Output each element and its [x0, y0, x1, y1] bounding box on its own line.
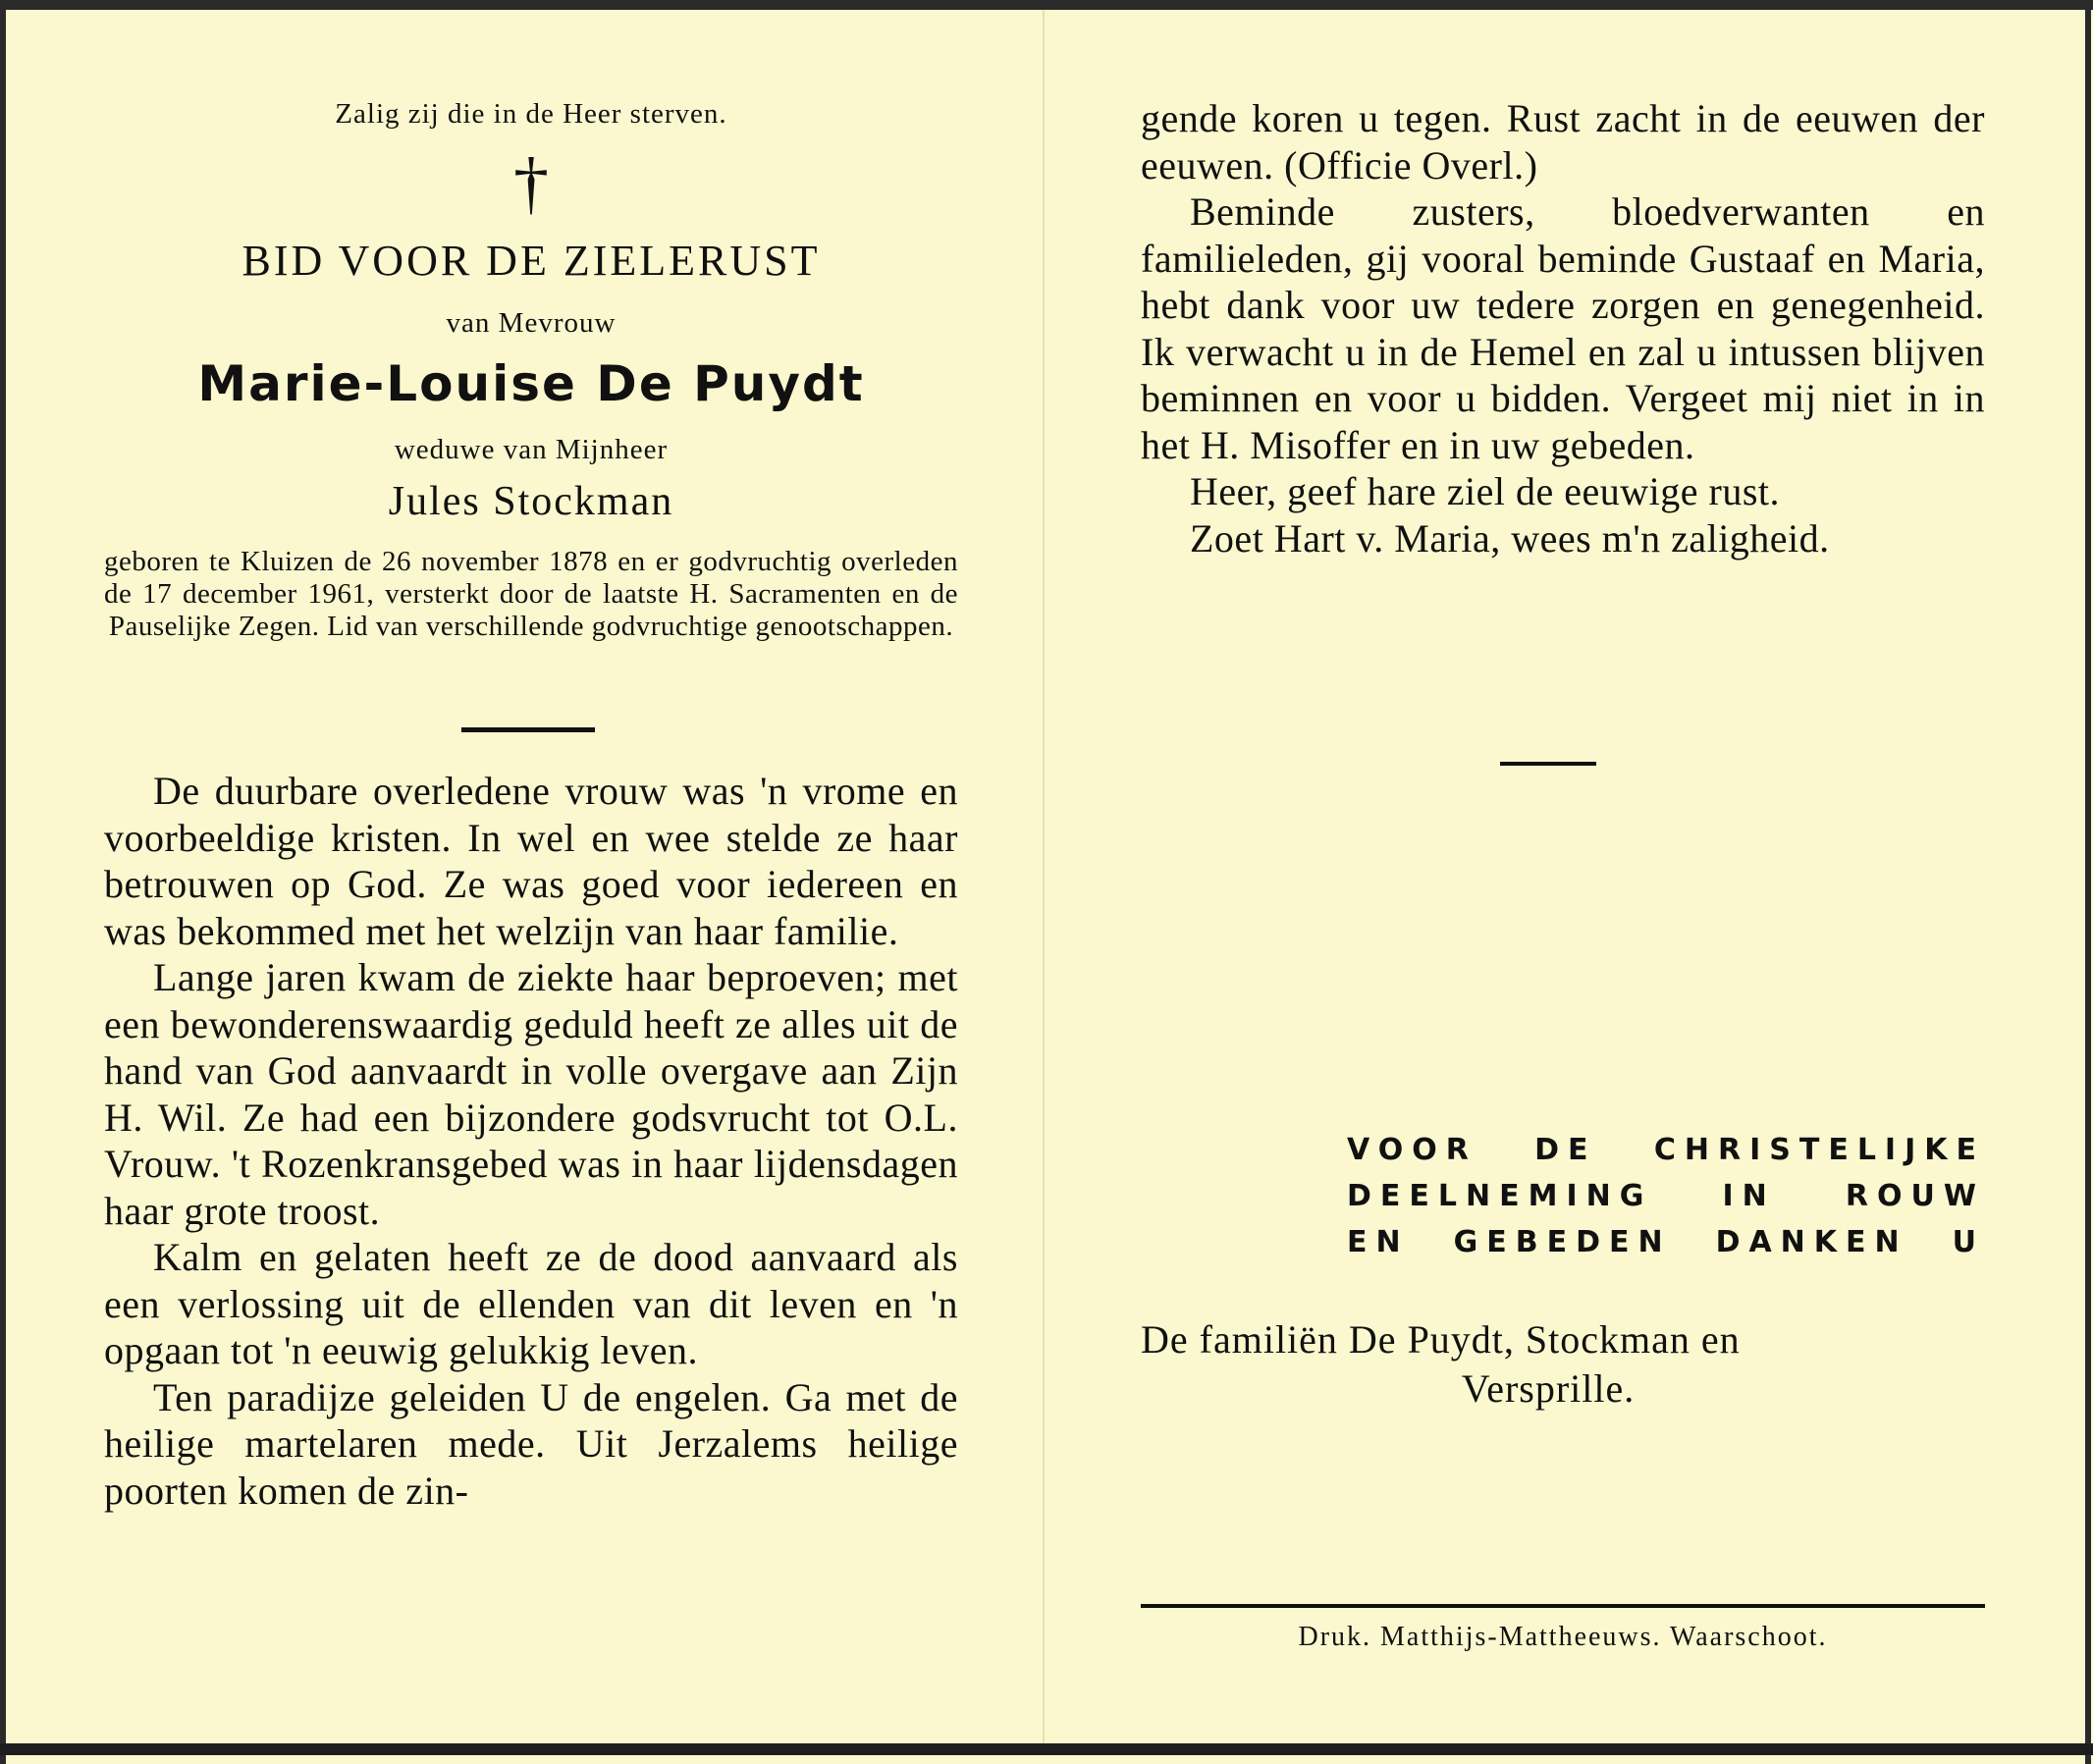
biography-paragraph: Lange jaren kwam de ziekte haar beproeven; met een bewonderenswaardig geduld heeft ze alles uit de hand van God aanvaardt in volle overgave aan Zijn H. Wil. Ze had een bijzondere godsvrucht tot O.L. Vrouw. 't Rozenkransgebed was in haar lijdensdagen haar grote troost. — [104, 955, 958, 1233]
printer-credit: Druk. Matthijs-Mattheeuws. Waarschoot. — [1298, 1622, 1828, 1652]
prayer-line: Heer, geef hare ziel de eeuwige rust. — [1190, 469, 1781, 513]
divider-rule — [1500, 762, 1596, 766]
of-mrs-line: van Mevrouw — [446, 307, 617, 339]
thanks-block — [1347, 1127, 1985, 1265]
families-line: De familiën De Puydt, Stockman en — [1141, 1317, 1741, 1362]
card-border-right — [2085, 0, 2091, 1764]
widow-of-line: weduwe van Mijnheer — [394, 434, 669, 465]
families-line: Versprille. — [1461, 1366, 1636, 1411]
card-border-bottom — [0, 1743, 2093, 1755]
husband-name: Jules Stockman — [388, 479, 674, 524]
card-fold — [1043, 10, 1045, 1743]
thanks-line: VOOR DE CHRISTELIJKE — [1347, 1133, 1985, 1167]
deceased-name: Marie-Louise De Puydt — [197, 355, 865, 412]
biography-paragraph: Ten paradijze geleiden U de engelen. Ga met de heilige martelaren mede. Uit Jerzalems heilige poorten komen de zin- — [104, 1374, 958, 1513]
printer-rule — [1141, 1604, 1985, 1608]
continuation-paragraph: gende koren u tegen. Rust zacht in de eeuwen der eeuwen. (Officie Overl.) — [1141, 96, 1985, 187]
farewell-paragraph: Beminde zusters, bloedverwanten en familieleden, gij vooral beminde Gustaaf en Maria, hebt dank voor uw tedere zorgen en genegenheid. Ik verwacht u in de Hemel en zal u intussen blijven beminnen en voor u bidden. Vergeet mij niet in in het H. Misoffer en in uw gebeden. — [1141, 189, 1985, 467]
biography-paragraph: De duurbare overledene vrouw was 'n vrome en voorbeeldige kristen. In wel en wee stelde ze haar betrouwen op God. Ze was goed voor iedereen en was bekommed met het welzijn van haar familie. — [104, 769, 958, 953]
biography-paragraph: Kalm en gelaten heeft ze de dood aanvaard als een verlossing uit de ellenden van dit leven en 'n opgaan tot 'n eeuwig gelukkig leven. — [104, 1235, 958, 1372]
thanks-line: EN GEBEDEN DANKEN U — [1347, 1225, 1985, 1259]
cross-icon: † — [513, 143, 549, 222]
thanks-line: DEELNEMING IN ROUW — [1347, 1179, 1985, 1213]
biography-text — [104, 768, 958, 1514]
pray-heading: BID VOOR DE ZIELERUST — [242, 237, 821, 285]
birth-death-details: geboren te Kluizen de 26 november 1878 en er godvruchtig overleden de 17 december 1961, versterkt door de laatste H. Sacramenten en de Pauselijke Zegen. Lid van verschillende godvruchtige genootschappen. — [104, 546, 958, 642]
blessing-line: Zalig zij die in de Heer sterven. — [335, 98, 727, 130]
families-block — [1141, 1315, 1985, 1414]
card-border-left — [0, 0, 6, 1764]
card-border-top — [0, 0, 2093, 10]
right-text — [1141, 95, 1985, 561]
prayer-line: Zoet Hart v. Maria, wees m'n zaligheid. — [1190, 515, 1830, 561]
divider-rule — [461, 727, 595, 732]
